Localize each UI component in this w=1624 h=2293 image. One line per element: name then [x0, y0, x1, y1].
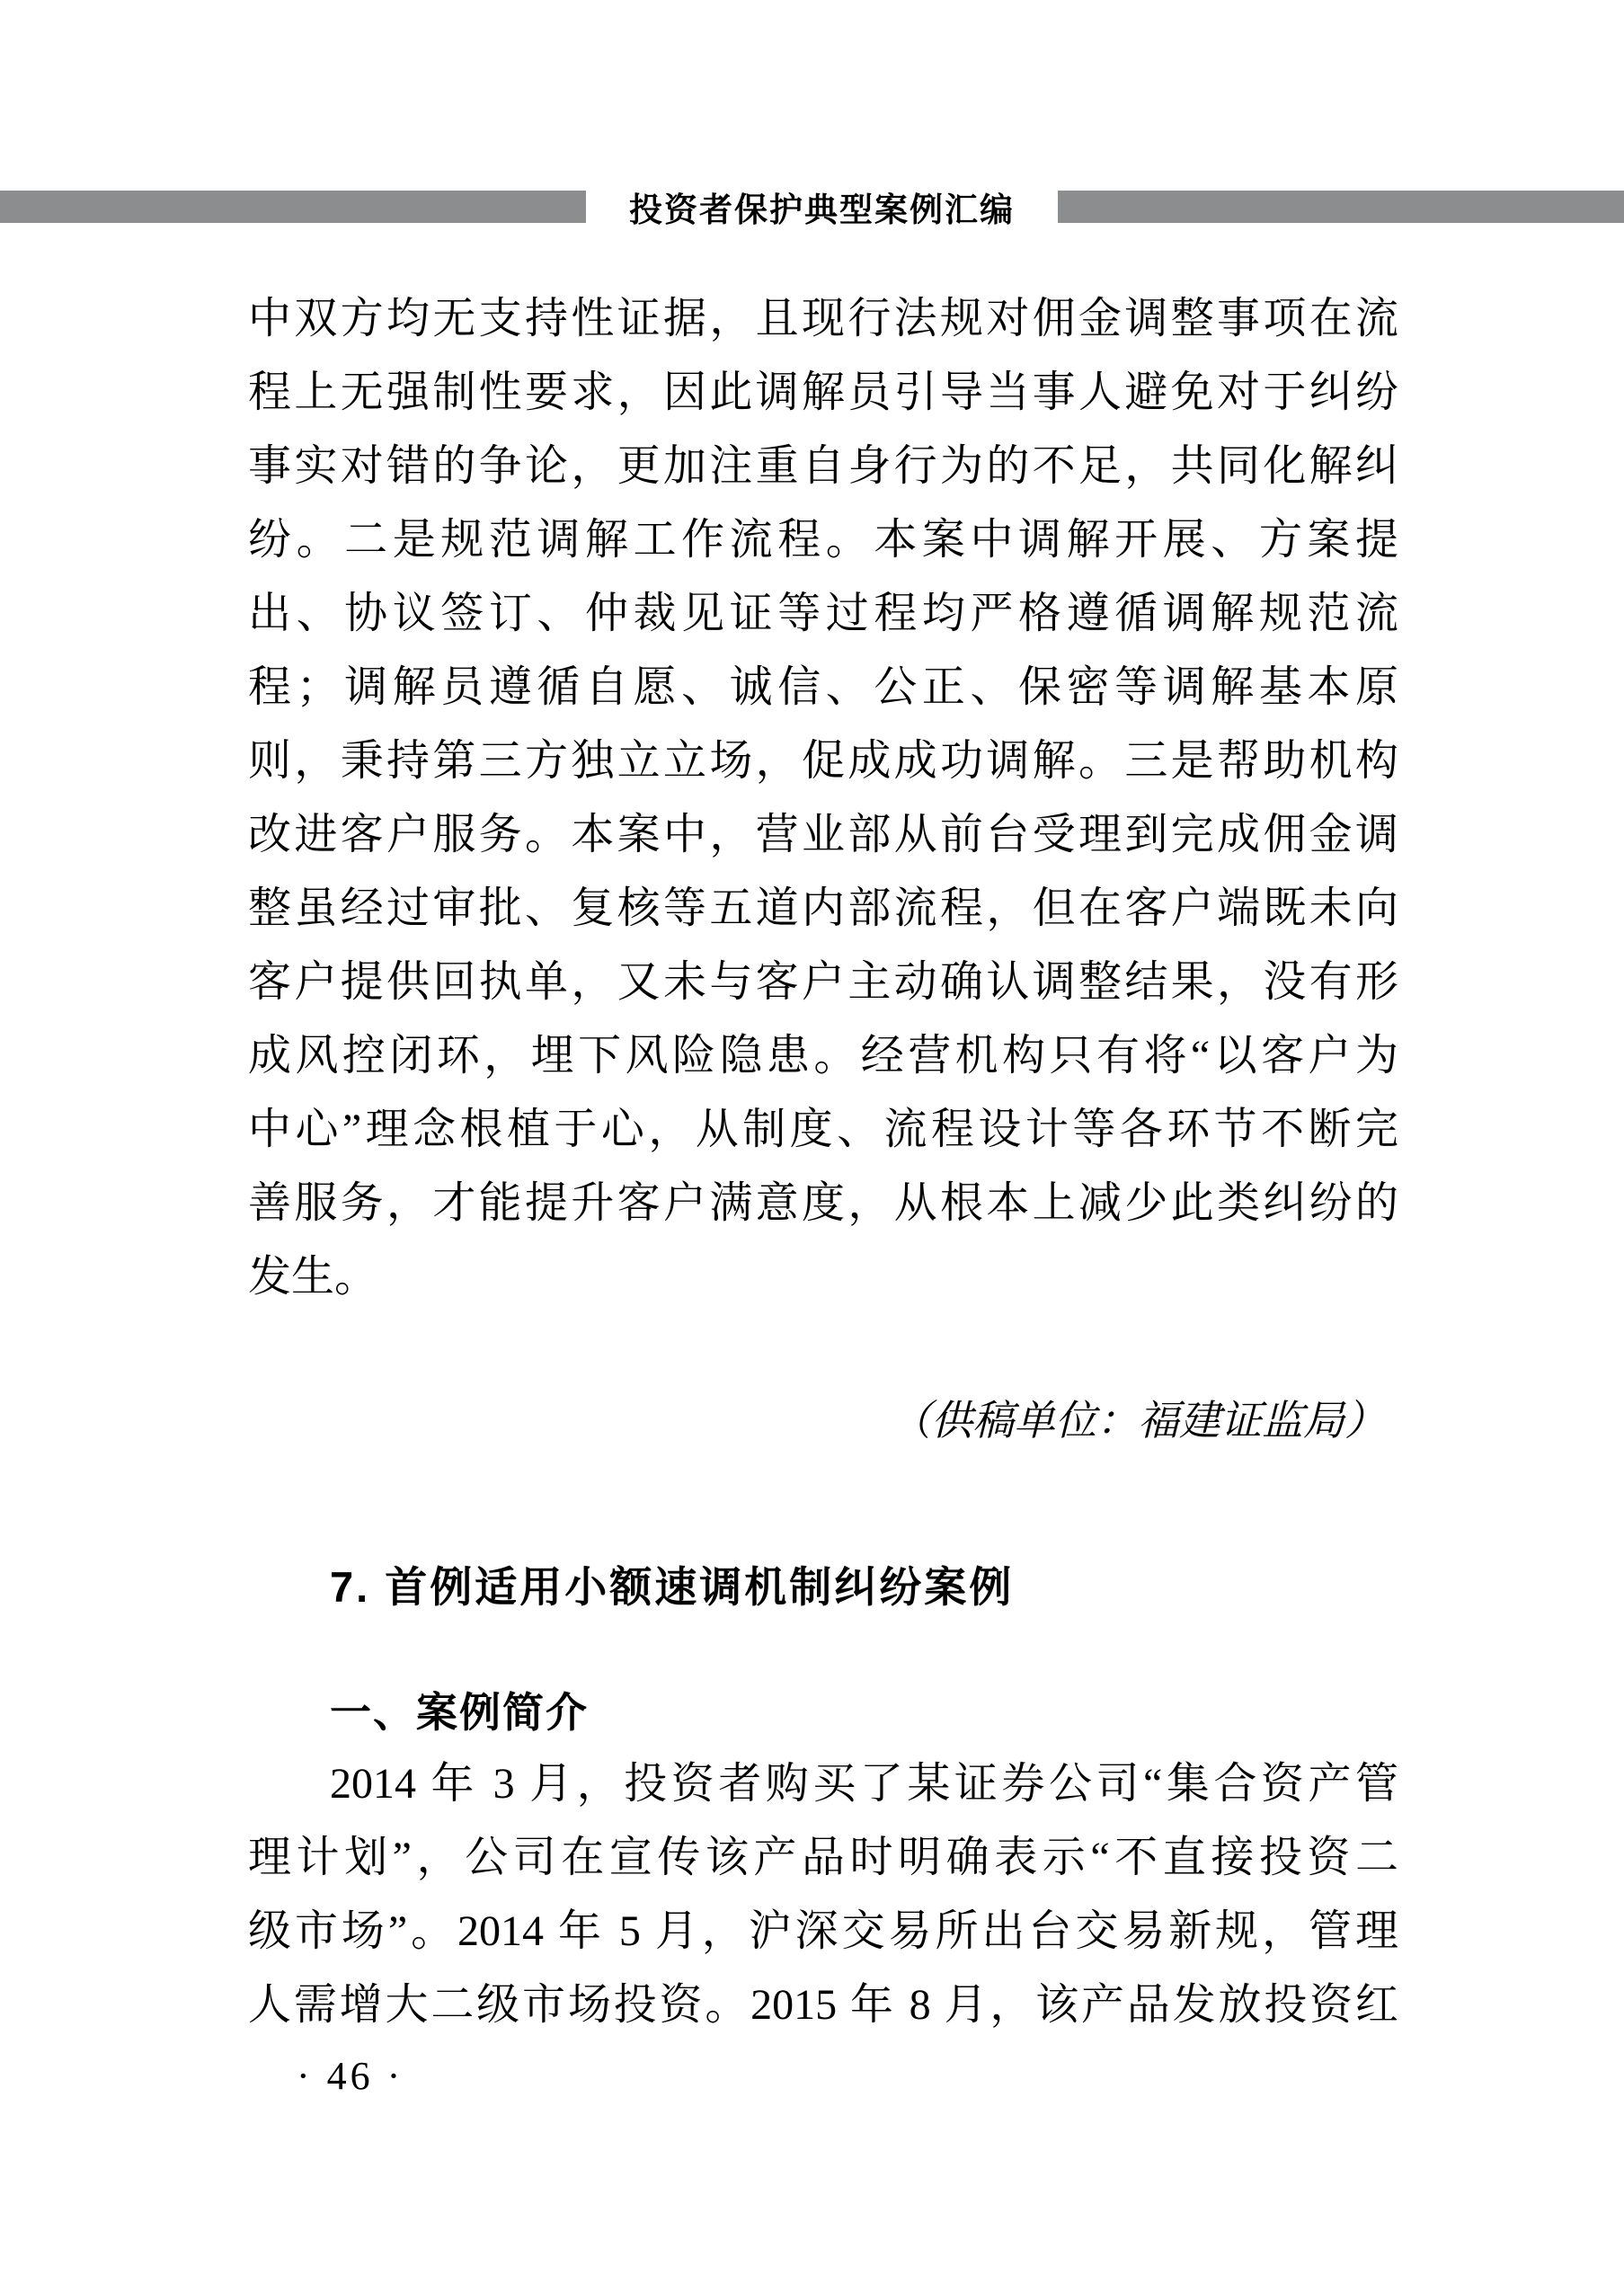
body-line: 程上无强制性要求，因此调解员引导当事人避免对于纠纷 — [248, 369, 1398, 416]
body-line: 纷。二是规范调解工作流程。本案中调解开展、方案提 — [248, 516, 1398, 564]
body-line: 中双方均无支持性证据，且现行法规对佣金调整事项在流 — [248, 295, 1398, 342]
body-line: 发生。 — [248, 1253, 378, 1301]
body-line: 级市场”。2014 年 5 月，沪深交易所出台交易新规，管理 — [248, 1907, 1398, 1955]
body-paragraph-2 — [248, 1747, 1398, 2042]
body-line: 理计划”，公司在宣传该产品时明确表示“不直接投资二 — [248, 1834, 1398, 1881]
subsection-heading: 一、案例简介 — [330, 1689, 589, 1736]
body-line: 出、协议签订、仲裁见证等过程均严格遵循调解规范流 — [248, 590, 1398, 637]
body-line: 程；调解员遵循自愿、诚信、公正、保密等调解基本原 — [248, 663, 1398, 711]
header-rule-right — [1058, 191, 1624, 223]
body-line: 善服务，才能提升客户满意度，从根本上减少此类纠纷的 — [248, 1179, 1398, 1227]
page-header-title: 投资者保护典型案例汇编 — [629, 191, 1015, 228]
body-line: 成风控闭环，埋下风险隐患。经营机构只有将“以客户为 — [248, 1032, 1398, 1080]
body-line: 则，秉持第三方独立立场，促成成功调解。三是帮助机构 — [248, 737, 1398, 785]
body-line: 中心”理念根植于心，从制度、流程设计等各环节不断完 — [248, 1106, 1398, 1153]
running-head — [0, 191, 1624, 228]
attribution-line: （供稿单位：福建证监局） — [890, 1398, 1386, 1444]
body-line: 2014 年 3 月，投资者购买了某证券公司“集合资产管 — [330, 1760, 1398, 1808]
body-line: 客户提供回执单，又未与客户主动确认调整结果，没有形 — [248, 958, 1398, 1006]
section-heading: 7. 首例适用小额速调机制纠纷案例 — [330, 1563, 1015, 1611]
body-line: 改进客户服务。本案中，营业部从前台受理到完成佣金调 — [248, 811, 1398, 858]
body-paragraph-1 — [248, 282, 1398, 1314]
body-line: 整虽经过审批、复核等五道内部流程，但在客户端既未向 — [248, 884, 1398, 932]
header-rule-left — [0, 191, 586, 223]
body-line: 人需增大二级市场投资。2015 年 8 月，该产品发放投资红 — [248, 1981, 1398, 2029]
page-number: · 46 · — [297, 2054, 404, 2098]
body-line: 事实对错的争论，更加注重自身行为的不足，共同化解纠 — [248, 442, 1398, 490]
